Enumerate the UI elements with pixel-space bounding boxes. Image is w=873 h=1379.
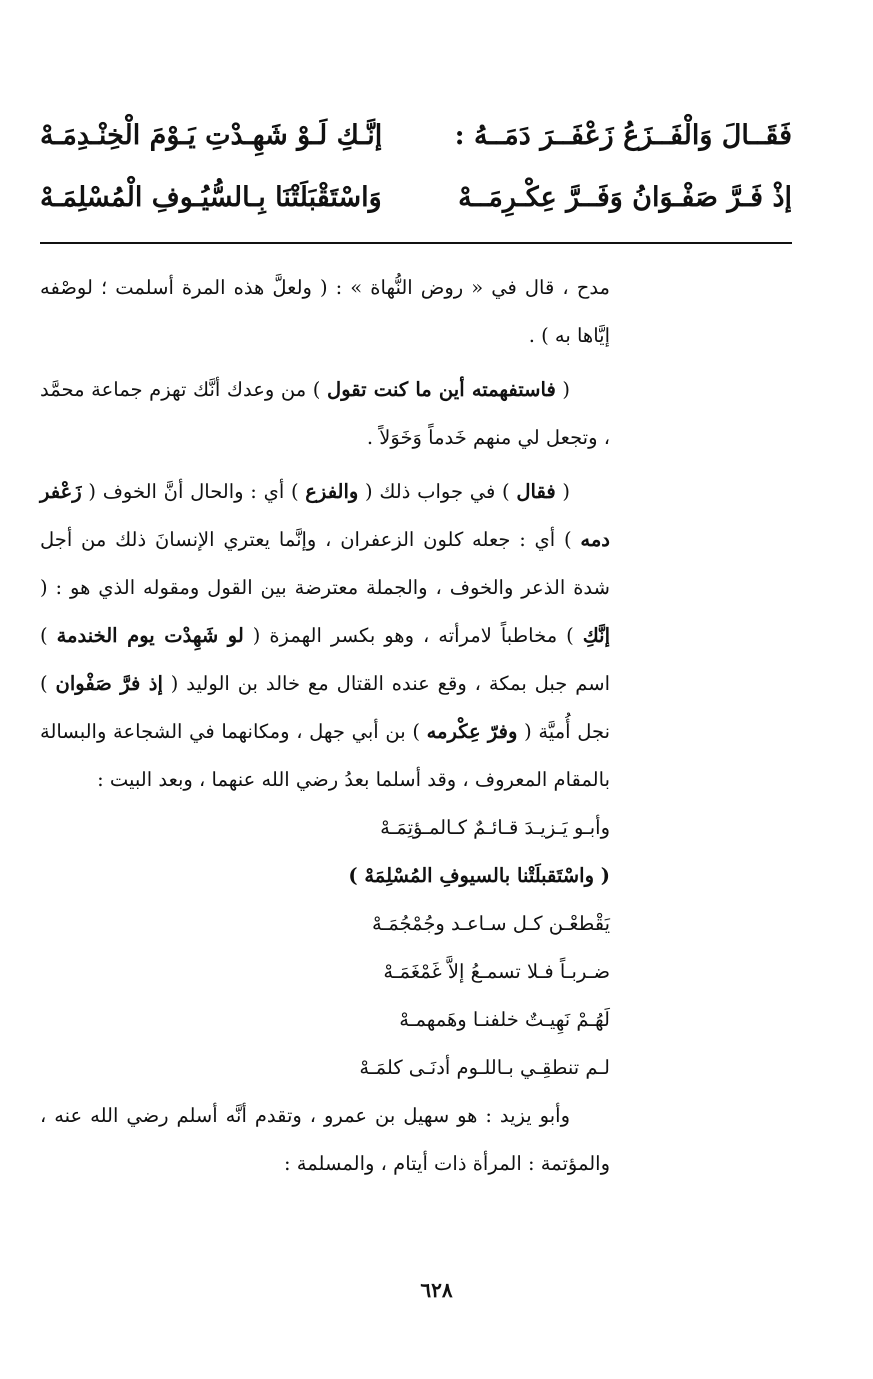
commentary-paragraph-3 bbox=[40, 468, 610, 804]
quoted-phrase: والفزع bbox=[305, 480, 359, 503]
quoted-phrase: لو شَهِدْت يوم الخندمة bbox=[56, 624, 244, 647]
text-run: ) في جواب ذلك ( bbox=[358, 480, 517, 503]
poem-line-6: لـم تنطقِـي بـاللـوم أدنَـى كلمَـهْ bbox=[359, 1056, 610, 1079]
verse-block bbox=[40, 105, 792, 229]
verse-2-first-hemistich: إذْ فَـرَّ صَفْـوَانُ وَفَــرَّ عِكْـرِمَــهْ bbox=[458, 182, 792, 214]
text-run: ) بن أبي جهل ، ومكانهما في الشجاعة والبسالة بالمقام المعروف ، وقد أسلما بعدُ رضي الله عنهما ، وبعد البيت : bbox=[40, 720, 610, 791]
quoted-verse: ( واسْتَقبلَتْنا بالسيوفِ المُسْلِمَهْ ) bbox=[348, 864, 610, 887]
poem-line-2 bbox=[40, 852, 610, 900]
text-run: ) اسم جبل بمكة ، وقع عنده القتال مع خالد بن الوليد ( bbox=[40, 624, 610, 695]
verse-2-second-hemistich: وَاسْتَقْبَلَتْنَا بِـالسُّيُـوفِ الْمُسْلِمَـهْ bbox=[40, 182, 382, 214]
commentary-paragraph-1: مدح ، قال في « روض النُّهاة » : ( ولعلَّ هذه المرة أسلمت ؛ لوصْفه إيَّاها به ) . bbox=[40, 276, 610, 347]
poem-line-5: لَهُـمْ نَهِيـتٌ خلفنـا وهَمهمـهْ bbox=[399, 1008, 610, 1031]
commentary-paragraph-2 bbox=[40, 366, 610, 462]
text-run: ( bbox=[555, 480, 570, 503]
poem-line-1: وأبـو يَـزيـدَ قـائـمٌ كـالمـؤتِمَـهْ bbox=[380, 816, 610, 839]
quoted-phrase: إنَّكِ bbox=[582, 624, 610, 647]
quoted-phrase: فاستفهمته أين ما كنت تقول bbox=[327, 378, 556, 401]
poem-line-4: ضـربـاً فـلا تسمـعُ إلاَّ غَمْغَمَـهْ bbox=[383, 960, 610, 983]
verse-1-first-hemistich: فَقَــالَ وَالْفَــزَعُ زَعْفَــرَ دَمَــهُ : bbox=[454, 120, 792, 152]
text-run: ) أي : والحال أنَّ الخوف ( bbox=[81, 480, 306, 503]
verse-line-2 bbox=[40, 167, 792, 229]
text-run: ) من وعدك أنَّك تهزم جماعة محمَّد ، وتجعل لي منهم خَدماً وَخَوَلاً . bbox=[40, 378, 610, 449]
commentary-paragraph-4: وأبو يزيد : هو سهيل بن عمرو ، وتقدم أنَّه أسلم رضي الله عنه ، والمؤتمة : المرأة ذات أيتام ، والمسلمة : bbox=[40, 1104, 610, 1175]
quoted-phrase: إذ فرَّ صَفْوان bbox=[55, 672, 163, 695]
verse-1-second-hemistich: إنَّـكِ لَـوْ شَهِـدْتِ يَـوْمَ الْخِنْـدِمَـهْ bbox=[40, 120, 383, 152]
text-run: ) مخاطباً لامرأته ، وهو بكسر الهمزة ( bbox=[243, 624, 583, 647]
text-run: ( bbox=[555, 378, 571, 401]
quoted-phrase: فقال bbox=[516, 480, 556, 503]
page-number: ٦٢٨ bbox=[420, 1278, 453, 1302]
text-run: ) نجل أُميَّة ( bbox=[40, 672, 611, 743]
commentary-body bbox=[40, 264, 610, 1188]
text-run: ) أي : جعله كلون الزعفران ، وإنَّما يعتري الإنسانَ ذلك من أجل شدة الذعر والخوف ، والجملة معترضة بين القول ومقوله الذي هو : ( bbox=[40, 528, 610, 599]
quoted-phrase: وفرّ عِكْرمه bbox=[426, 720, 518, 743]
poem-line-3: يَقْطعْـن كـل سـاعـد وجُمْجُمَـهْ bbox=[372, 912, 610, 935]
verse-divider-rule bbox=[40, 242, 792, 244]
quoted-phrase: زَعْفر دمه bbox=[40, 480, 610, 551]
verse-line-1 bbox=[40, 105, 792, 167]
